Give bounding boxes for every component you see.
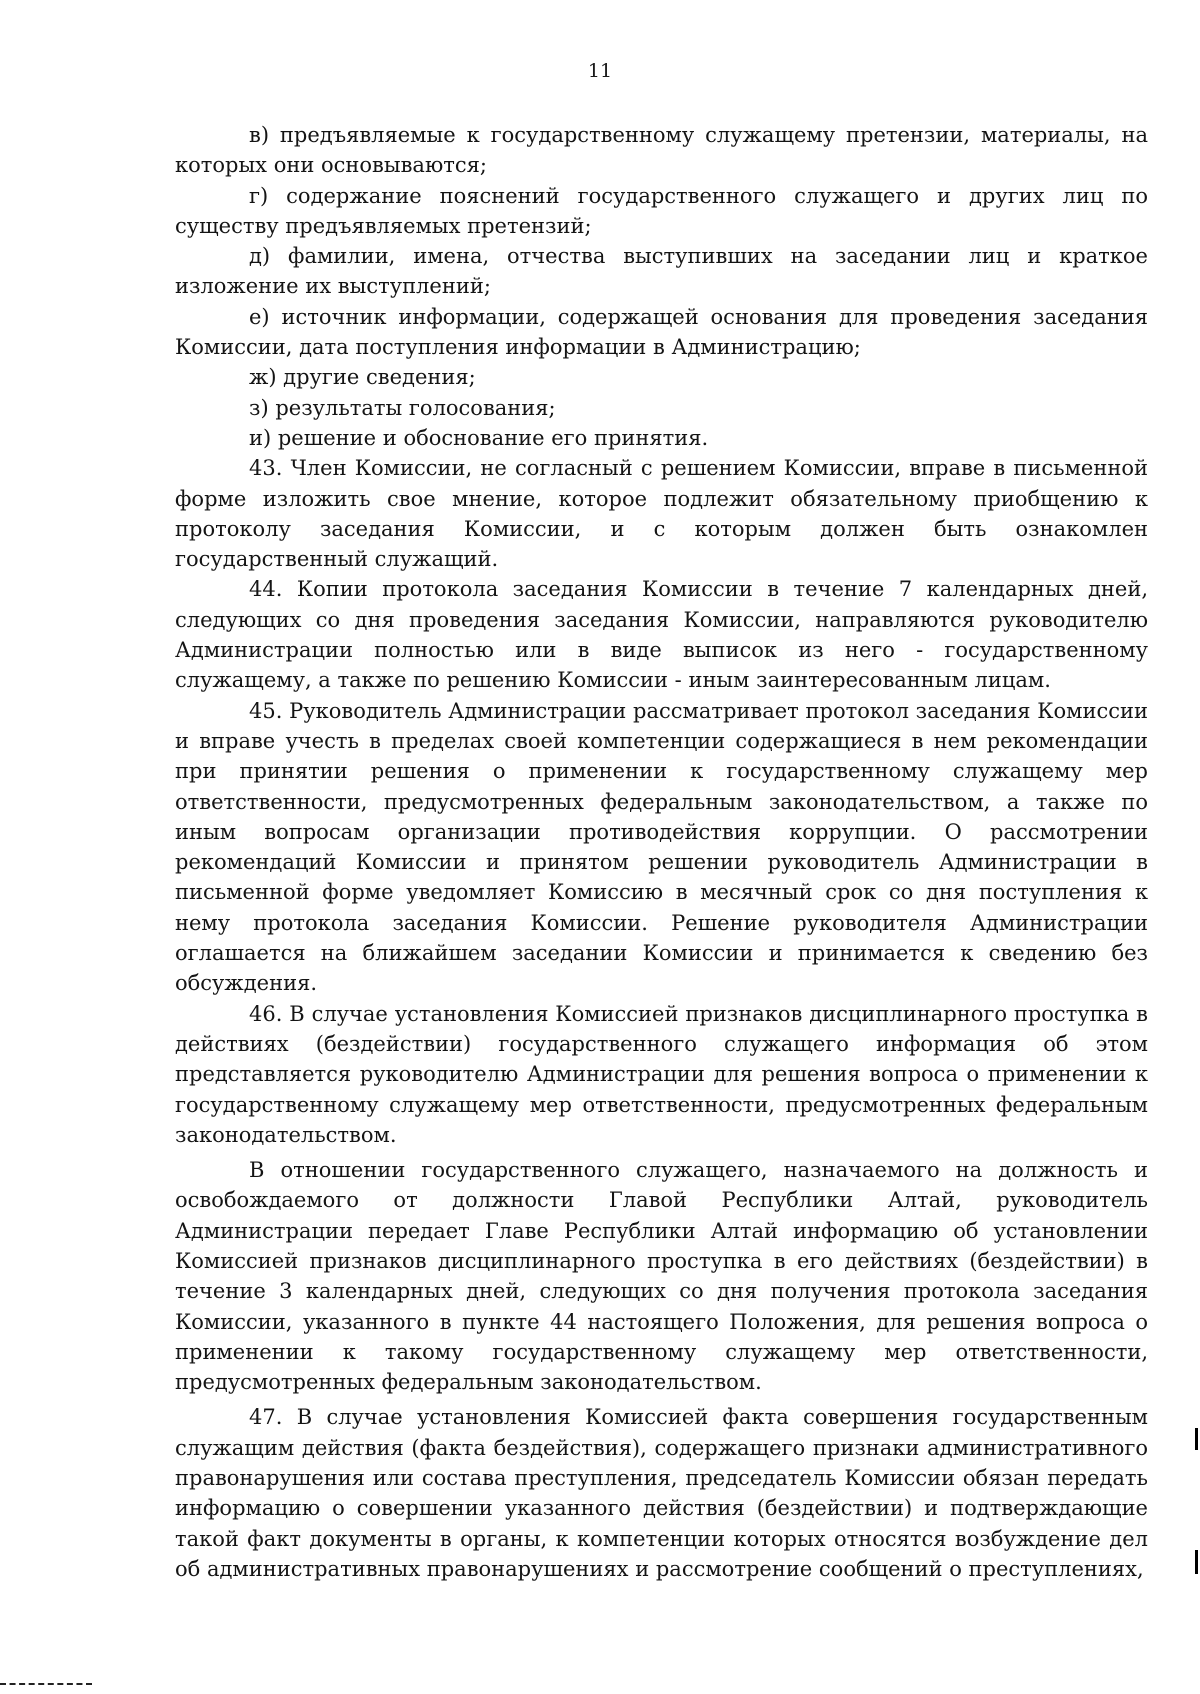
scan-corner-mark (0, 1683, 92, 1688)
paragraph-item-i: и) решение и обоснование его принятия. (249, 425, 709, 450)
paragraph-46: 46. В случае установления Комиссией признаков дисциплинарного проступка в действиях (бездействии) государственного служащего информация об этом представляется руководителю Администрации для решения вопроса о применении к государственному служащему мер ответственности, предусмотренных федеральным законодательством. (175, 1001, 1148, 1147)
paragraph-43: 43. Член Комиссии, не согласный с решением Комиссии, вправе в письменной форме изложить свое мнение, которое подлежит обязательному приобщению к протоколу заседания Комиссии, и с которым должен быть ознакомлен государственный служащий. (175, 456, 1148, 572)
paragraph-45: 45. Руководитель Администрации рассматривает протокол заседания Комиссии и вправе учесть в пределах своей компетенции содержащиеся в нем рекомендации при принятии решения о применении к государственному служащему мер ответственности, предусмотренных федеральным законодательством, а также по иным вопросам организации противодействия коррупции. О рассмотрении рекомендаций Комиссии и принятом решении руководитель Администрации в письменной форме уведомляет Комиссию в месячный срок со дня поступления к нему протокола заседания Комиссии. Решение руководителя Администрации оглашается на ближайшем заседании Комиссии и принимается к сведению без обсуждения. (175, 698, 1148, 996)
paragraph-item-e: е) источник информации, содержащей основания для проведения заседания Комиссии, дата поступления информации в Администрацию; (175, 304, 1148, 360)
scan-edge-mark (1195, 1550, 1198, 1574)
paragraph-47: 47. В случае установления Комиссией факта совершения государственным служащим действия (факта бездействия), содержащего признаки административного правонарушения или состава преступления, председатель Комиссии обязан передать информацию о совершении указанного действия (бездействии) и подтверждающие такой факт документы в органы, к компетенции которых относятся возбуждение дел об административных правонарушениях и рассмотрение сообщений о преступлениях, (175, 1405, 1148, 1581)
document-body (175, 120, 1148, 1584)
paragraph-item-g: г) содержание пояснений государственного служащего и других лиц по существу предъявляемых претензий; (175, 183, 1148, 238)
paragraph-item-v: в) предъявляемые к государственному служащему претензии, материалы, на которых они основываются; (175, 123, 1148, 178)
paragraph-item-z: з) результаты голосования; (249, 395, 556, 420)
scan-edge-mark (1195, 1428, 1198, 1450)
paragraph-46-continued: В отношении государственного служащего, назначаемого на должность и освобождаемого от должности Главой Республики Алтай, руководитель Администрации передает Главе Республики Алтай информацию об установлении Комиссией признаков дисциплинарного проступка в его действиях (бездействии) в течение 3 календарных дней, следующих со дня получения протокола заседания Комиссии, указанного в пункте 44 настоящего Положения, для решения вопроса о применении к такому государственному служащему мер ответственности, предусмотренных федеральным законодательством. (175, 1158, 1148, 1395)
page-number: 11 (587, 60, 613, 82)
paragraph-item-zh: ж) другие сведения; (249, 365, 476, 390)
paragraph-44: 44. Копии протокола заседания Комиссии в течение 7 календарных дней, следующих со дня проведения заседания Комиссии, направляются руководителю Администрации полностью или в виде выписок из него - государственному служащему, а также по решению Комиссии - иным заинтересованным лицам. (175, 577, 1148, 693)
paragraph-item-d: д) фамилии, имена, отчества выступивших на заседании лиц и краткое изложение их выступлений; (175, 244, 1148, 299)
